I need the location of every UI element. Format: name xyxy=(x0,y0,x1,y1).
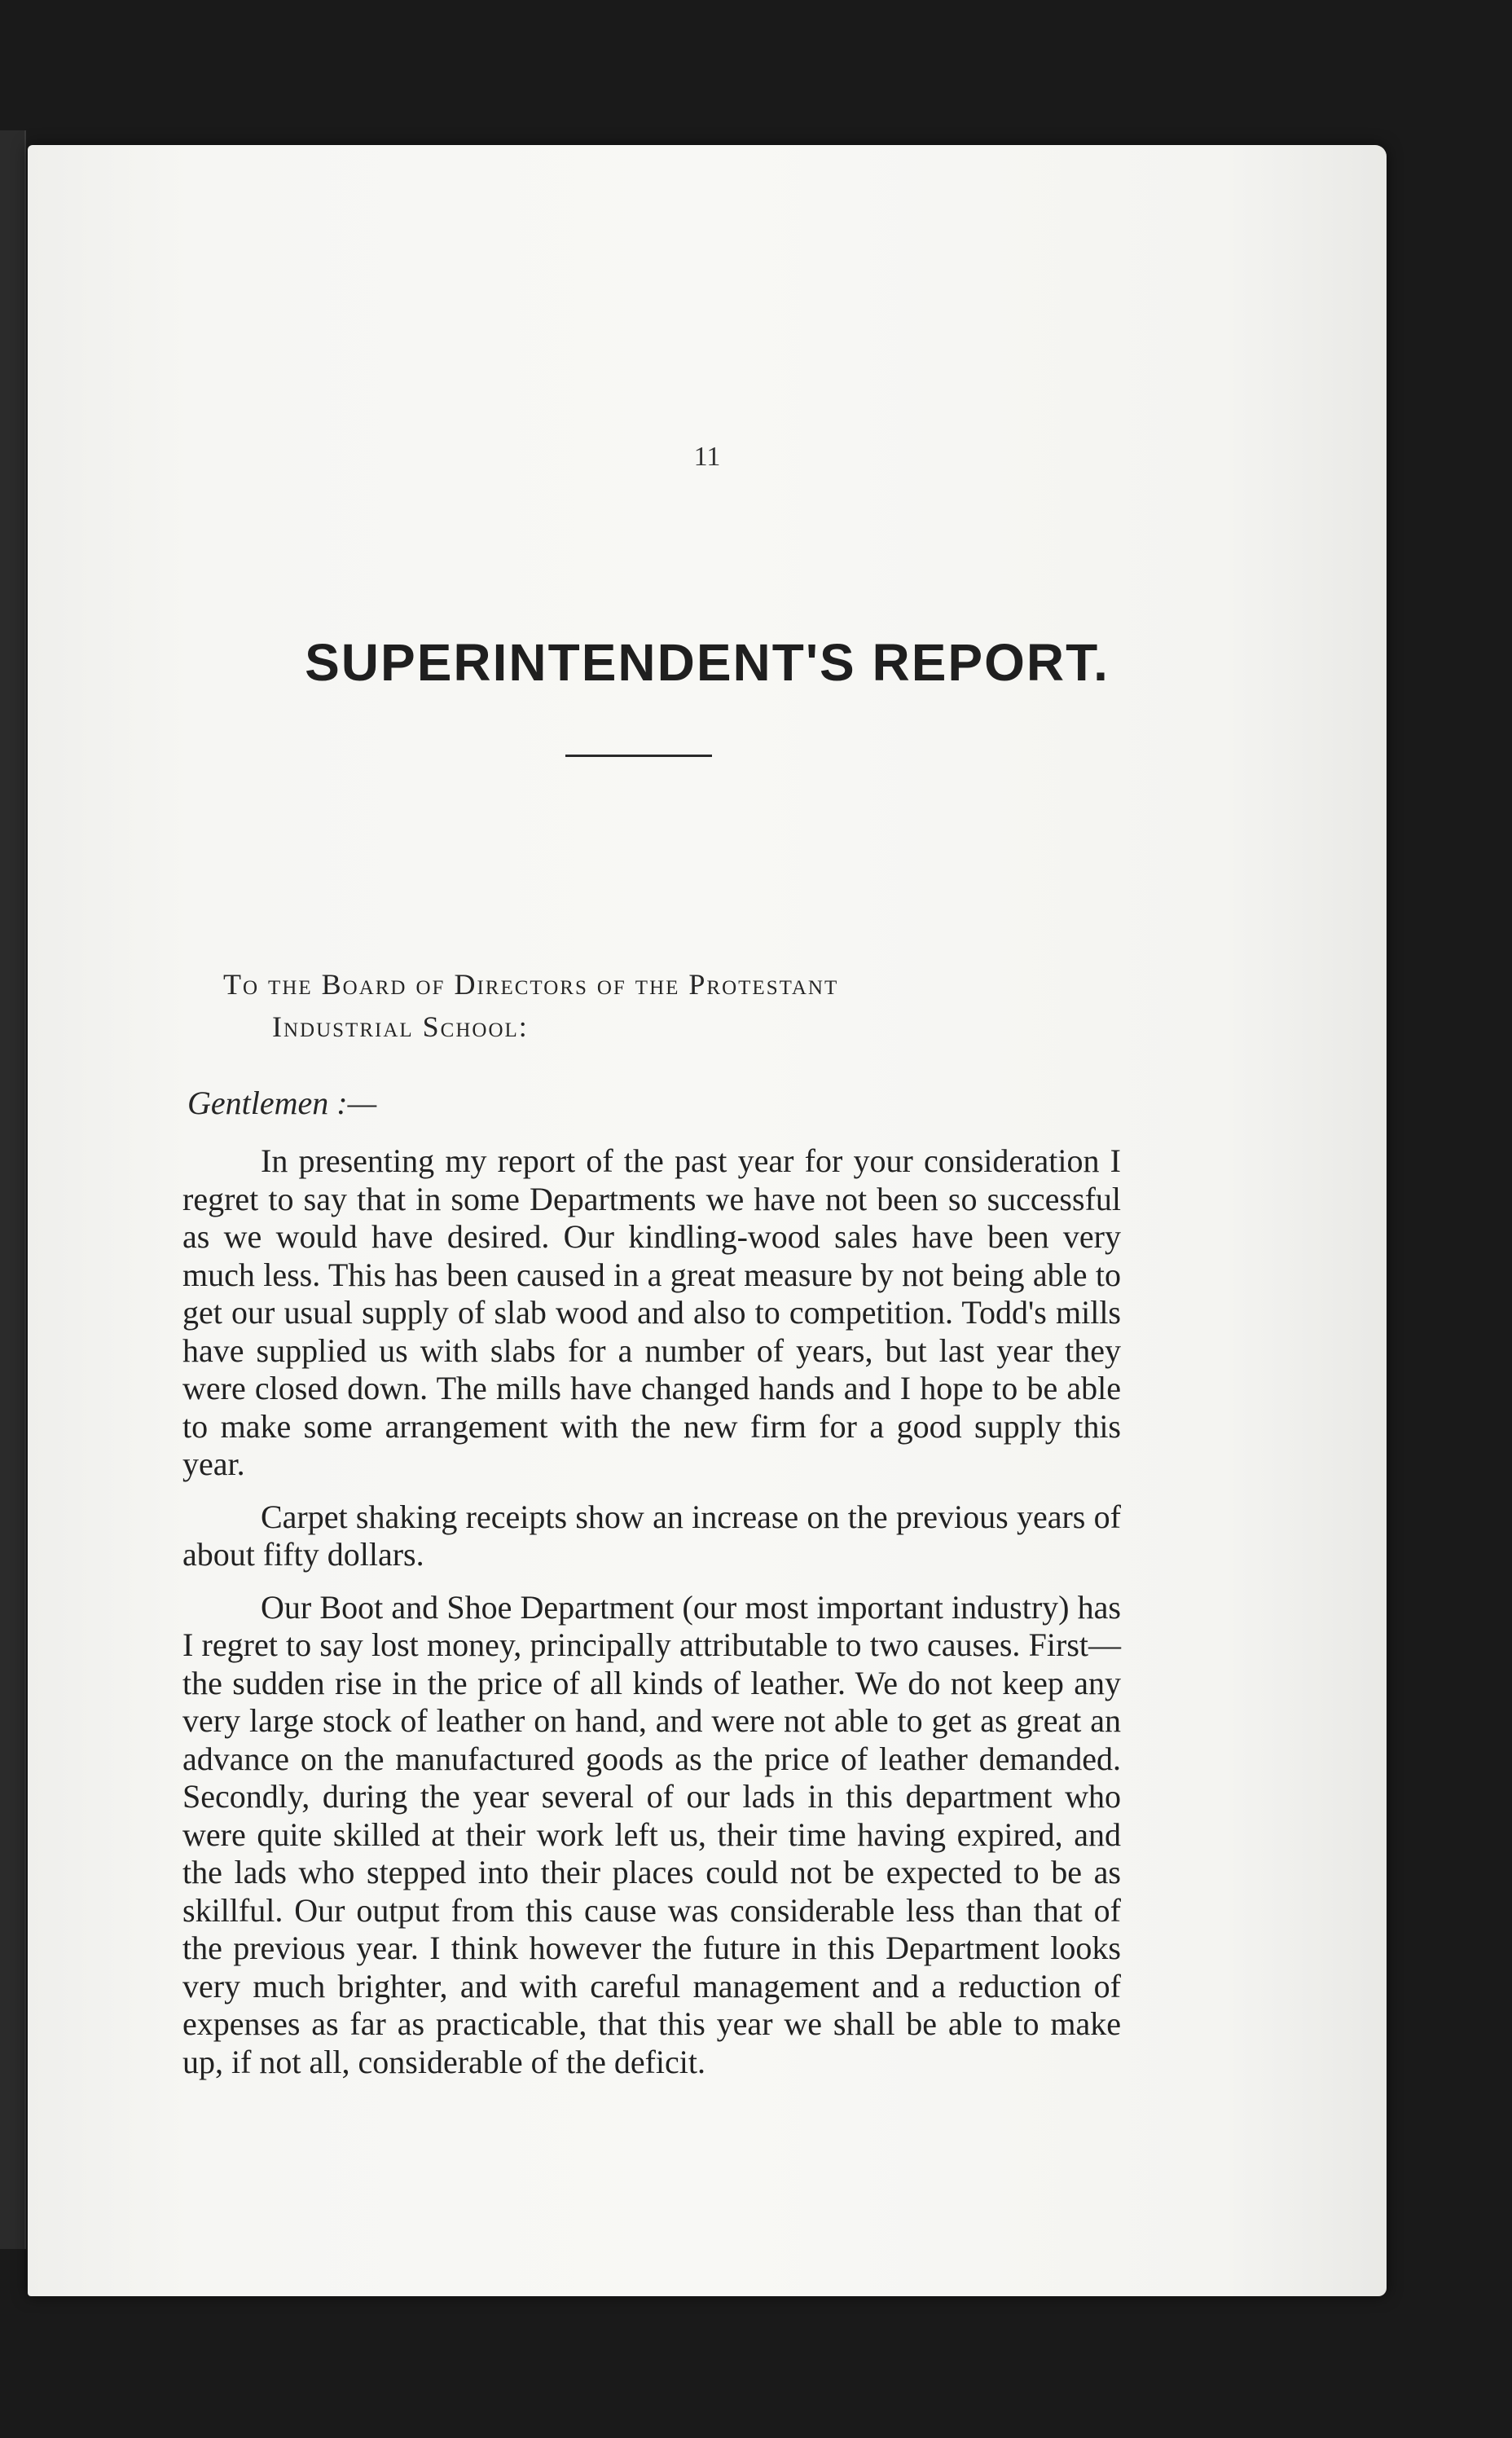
facing-page-edge xyxy=(0,130,26,2249)
document-page xyxy=(28,145,1387,2296)
page-number: 11 xyxy=(693,442,721,472)
title-divider xyxy=(565,755,712,757)
address-line-1: To the Board of Directors of the Protestant xyxy=(223,968,839,1001)
paragraph-kindling-wood: In presenting my report of the past year for your consideration I regret to say that in some Departments we have not been so successful as we would have desired. Our kindling-wood sales have been very much less. This has been caused in a great measure by not being able to get our usual supply of slab wood and also to competition. Todd's mills have supplied us with slabs for a number of years, but last year they were closed down. The mills have changed hands and I hope to be able to make some arrangement with the new firm for a good supply this year. xyxy=(182,1142,1121,1482)
address-line-2: Industrial School: xyxy=(272,1010,529,1043)
salutation: Gentlemen :— xyxy=(187,1085,377,1121)
report-body xyxy=(182,1142,1121,2096)
paragraph-carpet-shaking: Carpet shaking receipts show an increase on the previous years of about fifty dollars. xyxy=(182,1498,1121,1573)
report-title: SUPERINTENDENT'S REPORT. xyxy=(305,633,1110,692)
paragraph-boot-and-shoe: Our Boot and Shoe Department (our most important industry) has I regret to say lost money, principally attributable to two causes. First—the sudden rise in the price of all kinds of leather. We do not keep any very large stock of leather on hand, and were not able to get as great an advance on the manufactured goods as the price of leather demanded. Secondly, during the year several of our lads in this department who were quite skilled at their work left us, their time having expired, and the lads who stepped into their places could not be expected to be as skillful. Our output from this cause was considerable less than that of the previous year. I think however the future in this Department looks very much brighter, and with careful management and a reduction of expenses as far as practicable, that this year we shall be able to make up, if not all, considerable of the deficit. xyxy=(182,1588,1121,2080)
address-block xyxy=(223,963,1299,1048)
